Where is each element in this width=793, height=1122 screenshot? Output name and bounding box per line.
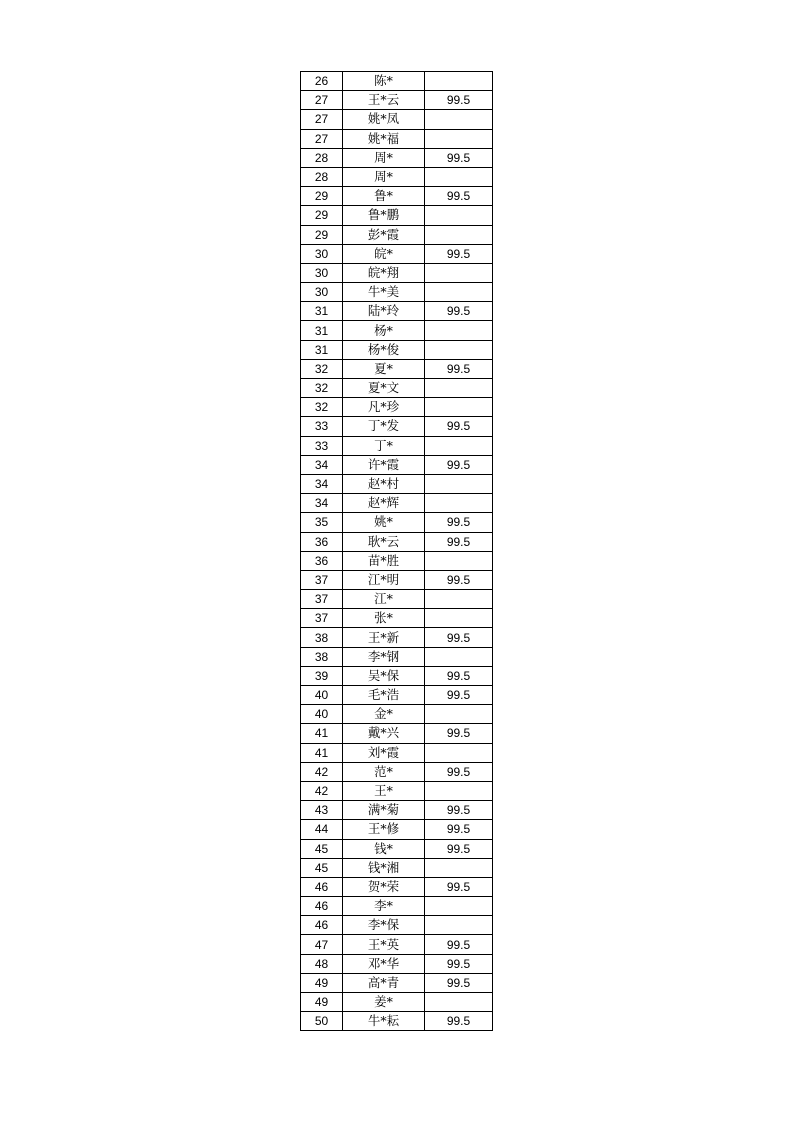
ranking-table bbox=[300, 71, 493, 1031]
name-cell: 张* bbox=[343, 609, 425, 628]
table-row bbox=[301, 340, 493, 359]
rank-cell: 31 bbox=[301, 340, 343, 359]
table-row bbox=[301, 858, 493, 877]
name-cell: 许*霞 bbox=[343, 455, 425, 474]
table-row bbox=[301, 839, 493, 858]
table-row bbox=[301, 417, 493, 436]
score-cell: 99.5 bbox=[425, 877, 493, 896]
rank-cell: 27 bbox=[301, 129, 343, 148]
rank-cell: 46 bbox=[301, 897, 343, 916]
table-row bbox=[301, 762, 493, 781]
rank-cell: 40 bbox=[301, 705, 343, 724]
table-row bbox=[301, 916, 493, 935]
name-cell: 周* bbox=[343, 167, 425, 186]
score-cell: 99.5 bbox=[425, 302, 493, 321]
score-cell bbox=[425, 321, 493, 340]
score-cell bbox=[425, 340, 493, 359]
name-cell: 鲁* bbox=[343, 187, 425, 206]
table-row bbox=[301, 513, 493, 532]
table-row bbox=[301, 724, 493, 743]
score-cell: 99.5 bbox=[425, 666, 493, 685]
score-cell: 99.5 bbox=[425, 570, 493, 589]
rank-cell: 37 bbox=[301, 590, 343, 609]
name-cell: 周* bbox=[343, 148, 425, 167]
score-cell bbox=[425, 283, 493, 302]
name-cell: 王* bbox=[343, 781, 425, 800]
score-cell bbox=[425, 590, 493, 609]
table-row bbox=[301, 474, 493, 493]
table-row bbox=[301, 609, 493, 628]
table-row bbox=[301, 993, 493, 1012]
rank-cell: 41 bbox=[301, 724, 343, 743]
score-cell bbox=[425, 781, 493, 800]
score-cell: 99.5 bbox=[425, 762, 493, 781]
score-cell: 99.5 bbox=[425, 91, 493, 110]
name-cell: 凡*珍 bbox=[343, 398, 425, 417]
score-cell: 99.5 bbox=[425, 801, 493, 820]
rank-cell: 33 bbox=[301, 417, 343, 436]
rank-cell: 43 bbox=[301, 801, 343, 820]
name-cell: 姚* bbox=[343, 513, 425, 532]
name-cell: 钱* bbox=[343, 839, 425, 858]
rank-cell: 38 bbox=[301, 628, 343, 647]
ranking-table-body bbox=[301, 72, 493, 1031]
name-cell: 王*新 bbox=[343, 628, 425, 647]
name-cell: 贺*荣 bbox=[343, 877, 425, 896]
table-row bbox=[301, 167, 493, 186]
name-cell: 毛*浩 bbox=[343, 686, 425, 705]
rank-cell: 41 bbox=[301, 743, 343, 762]
rank-cell: 38 bbox=[301, 647, 343, 666]
score-cell: 99.5 bbox=[425, 935, 493, 954]
table-row bbox=[301, 91, 493, 110]
table-row bbox=[301, 263, 493, 282]
rank-cell: 37 bbox=[301, 609, 343, 628]
name-cell: 李*保 bbox=[343, 916, 425, 935]
table-row bbox=[301, 935, 493, 954]
table-row bbox=[301, 302, 493, 321]
name-cell: 邓*华 bbox=[343, 954, 425, 973]
score-cell: 99.5 bbox=[425, 148, 493, 167]
table-row bbox=[301, 954, 493, 973]
score-cell: 99.5 bbox=[425, 513, 493, 532]
name-cell: 苗*胜 bbox=[343, 551, 425, 570]
name-cell: 丁* bbox=[343, 436, 425, 455]
table-row bbox=[301, 129, 493, 148]
name-cell: 江*明 bbox=[343, 570, 425, 589]
rank-cell: 45 bbox=[301, 858, 343, 877]
rank-cell: 44 bbox=[301, 820, 343, 839]
table-row bbox=[301, 877, 493, 896]
name-cell: 彭*霞 bbox=[343, 225, 425, 244]
table-row bbox=[301, 225, 493, 244]
name-cell: 李*钢 bbox=[343, 647, 425, 666]
name-cell: 满*菊 bbox=[343, 801, 425, 820]
name-cell: 夏* bbox=[343, 359, 425, 378]
name-cell: 皖* bbox=[343, 244, 425, 263]
rank-cell: 34 bbox=[301, 474, 343, 493]
name-cell: 金* bbox=[343, 705, 425, 724]
rank-cell: 31 bbox=[301, 321, 343, 340]
rank-cell: 35 bbox=[301, 513, 343, 532]
name-cell: 丁*发 bbox=[343, 417, 425, 436]
rank-cell: 37 bbox=[301, 570, 343, 589]
name-cell: 刘*霞 bbox=[343, 743, 425, 762]
name-cell: 耿*云 bbox=[343, 532, 425, 551]
score-cell bbox=[425, 436, 493, 455]
name-cell: 高*青 bbox=[343, 973, 425, 992]
name-cell: 牛*耘 bbox=[343, 1012, 425, 1031]
table-row bbox=[301, 551, 493, 570]
name-cell: 戴*兴 bbox=[343, 724, 425, 743]
score-cell bbox=[425, 206, 493, 225]
name-cell: 王*修 bbox=[343, 820, 425, 839]
table-row bbox=[301, 743, 493, 762]
name-cell: 江* bbox=[343, 590, 425, 609]
rank-cell: 27 bbox=[301, 110, 343, 129]
table-row bbox=[301, 72, 493, 91]
table-row bbox=[301, 628, 493, 647]
score-cell bbox=[425, 263, 493, 282]
score-cell: 99.5 bbox=[425, 839, 493, 858]
rank-cell: 32 bbox=[301, 398, 343, 417]
table-row bbox=[301, 820, 493, 839]
table-row bbox=[301, 666, 493, 685]
rank-cell: 47 bbox=[301, 935, 343, 954]
rank-cell: 36 bbox=[301, 532, 343, 551]
score-cell bbox=[425, 916, 493, 935]
table-row bbox=[301, 705, 493, 724]
table-row bbox=[301, 781, 493, 800]
score-cell bbox=[425, 72, 493, 91]
table-row bbox=[301, 436, 493, 455]
table-row bbox=[301, 244, 493, 263]
table-row bbox=[301, 590, 493, 609]
rank-cell: 40 bbox=[301, 686, 343, 705]
rank-cell: 46 bbox=[301, 916, 343, 935]
score-cell bbox=[425, 647, 493, 666]
rank-cell: 50 bbox=[301, 1012, 343, 1031]
rank-cell: 42 bbox=[301, 762, 343, 781]
table-row bbox=[301, 686, 493, 705]
rank-cell: 48 bbox=[301, 954, 343, 973]
table-row bbox=[301, 359, 493, 378]
table-row bbox=[301, 379, 493, 398]
table-row bbox=[301, 148, 493, 167]
score-cell bbox=[425, 897, 493, 916]
name-cell: 姚*凤 bbox=[343, 110, 425, 129]
rank-cell: 34 bbox=[301, 455, 343, 474]
name-cell: 杨*俊 bbox=[343, 340, 425, 359]
name-cell: 钱*湘 bbox=[343, 858, 425, 877]
score-cell: 99.5 bbox=[425, 686, 493, 705]
rank-cell: 31 bbox=[301, 302, 343, 321]
rank-cell: 32 bbox=[301, 379, 343, 398]
name-cell: 姚*福 bbox=[343, 129, 425, 148]
score-cell bbox=[425, 474, 493, 493]
name-cell: 陆*玲 bbox=[343, 302, 425, 321]
rank-cell: 45 bbox=[301, 839, 343, 858]
table-row bbox=[301, 398, 493, 417]
rank-cell: 30 bbox=[301, 283, 343, 302]
rank-cell: 33 bbox=[301, 436, 343, 455]
table-row bbox=[301, 494, 493, 513]
table-row bbox=[301, 801, 493, 820]
rank-cell: 28 bbox=[301, 148, 343, 167]
table-row bbox=[301, 897, 493, 916]
score-cell bbox=[425, 609, 493, 628]
name-cell: 夏*文 bbox=[343, 379, 425, 398]
rank-cell: 29 bbox=[301, 187, 343, 206]
rank-cell: 29 bbox=[301, 225, 343, 244]
score-cell: 99.5 bbox=[425, 954, 493, 973]
score-cell: 99.5 bbox=[425, 359, 493, 378]
table-row bbox=[301, 206, 493, 225]
table-row bbox=[301, 647, 493, 666]
rank-cell: 42 bbox=[301, 781, 343, 800]
score-cell bbox=[425, 225, 493, 244]
name-cell: 吴*保 bbox=[343, 666, 425, 685]
table-row bbox=[301, 1012, 493, 1031]
score-cell bbox=[425, 494, 493, 513]
name-cell: 牛*美 bbox=[343, 283, 425, 302]
table-row bbox=[301, 187, 493, 206]
table-row bbox=[301, 532, 493, 551]
score-cell bbox=[425, 551, 493, 570]
score-cell bbox=[425, 167, 493, 186]
name-cell: 范* bbox=[343, 762, 425, 781]
score-cell: 99.5 bbox=[425, 455, 493, 474]
name-cell: 赵*辉 bbox=[343, 494, 425, 513]
table-row bbox=[301, 283, 493, 302]
name-cell: 李* bbox=[343, 897, 425, 916]
rank-cell: 28 bbox=[301, 167, 343, 186]
name-cell: 杨* bbox=[343, 321, 425, 340]
table-row bbox=[301, 321, 493, 340]
rank-cell: 46 bbox=[301, 877, 343, 896]
score-cell: 99.5 bbox=[425, 187, 493, 206]
rank-cell: 26 bbox=[301, 72, 343, 91]
score-cell bbox=[425, 705, 493, 724]
score-cell: 99.5 bbox=[425, 417, 493, 436]
rank-cell: 49 bbox=[301, 993, 343, 1012]
rank-cell: 27 bbox=[301, 91, 343, 110]
table-row bbox=[301, 110, 493, 129]
rank-cell: 32 bbox=[301, 359, 343, 378]
table-row bbox=[301, 570, 493, 589]
score-cell: 99.5 bbox=[425, 820, 493, 839]
name-cell: 赵*村 bbox=[343, 474, 425, 493]
table-row bbox=[301, 973, 493, 992]
score-cell: 99.5 bbox=[425, 244, 493, 263]
rank-cell: 49 bbox=[301, 973, 343, 992]
score-cell: 99.5 bbox=[425, 1012, 493, 1031]
name-cell: 姜* bbox=[343, 993, 425, 1012]
score-cell: 99.5 bbox=[425, 532, 493, 551]
score-cell bbox=[425, 379, 493, 398]
name-cell: 王*英 bbox=[343, 935, 425, 954]
name-cell: 陈* bbox=[343, 72, 425, 91]
name-cell: 王*云 bbox=[343, 91, 425, 110]
score-cell: 99.5 bbox=[425, 724, 493, 743]
score-cell bbox=[425, 993, 493, 1012]
score-cell bbox=[425, 129, 493, 148]
rank-cell: 36 bbox=[301, 551, 343, 570]
score-cell bbox=[425, 110, 493, 129]
rank-cell: 30 bbox=[301, 244, 343, 263]
name-cell: 皖*翔 bbox=[343, 263, 425, 282]
score-cell: 99.5 bbox=[425, 973, 493, 992]
rank-cell: 34 bbox=[301, 494, 343, 513]
table-row bbox=[301, 455, 493, 474]
rank-cell: 29 bbox=[301, 206, 343, 225]
score-cell bbox=[425, 743, 493, 762]
score-cell bbox=[425, 398, 493, 417]
score-cell bbox=[425, 858, 493, 877]
rank-cell: 39 bbox=[301, 666, 343, 685]
rank-cell: 30 bbox=[301, 263, 343, 282]
name-cell: 鲁*鹏 bbox=[343, 206, 425, 225]
score-cell: 99.5 bbox=[425, 628, 493, 647]
